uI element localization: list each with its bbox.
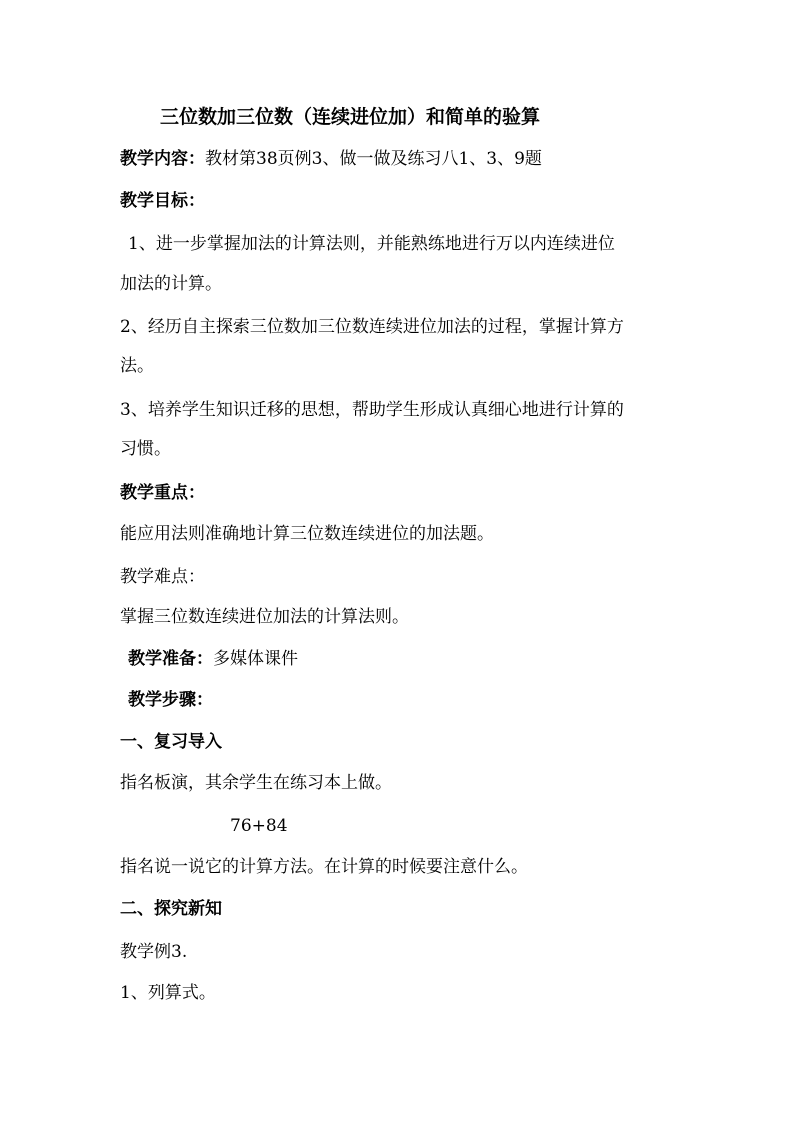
section2-heading: 二、探究新知 [120, 899, 222, 919]
section1-line-1: 指名板演，其余学生在练习本上做。 [120, 773, 392, 793]
objectives-label: 教学目标： [120, 191, 205, 211]
preparation [128, 647, 298, 671]
steps-label: 教学步骤： [128, 690, 213, 710]
teaching-content [120, 147, 542, 171]
objective-line-3: 2、经历自主探索三位数加三位数连续进位加法的过程，掌握计算方 [120, 317, 624, 337]
review-formula: 76+84 [230, 816, 288, 836]
section1-line-2: 指名说一说它的计算方法。在计算的时候要注意什么。 [120, 857, 528, 877]
section1-heading: 一、复习导入 [120, 732, 222, 752]
section2-line-2: 1、列算式。 [120, 983, 216, 1003]
preparation-text: 多媒体课件 [213, 649, 298, 669]
objective-line-2: 加法的计算。 [120, 274, 222, 294]
objective-line-1: 1、进一步掌握加法的计算法则，并能熟练地进行万以内连续进位 [128, 234, 615, 254]
document-title: 三位数加三位数（连续进位加）和简单的验算 [160, 106, 541, 128]
teaching-content-label: 教学内容： [120, 149, 205, 169]
difficulty-label: 教学难点： [120, 567, 205, 587]
key-point-label: 教学重点： [120, 483, 205, 503]
section2-line-1: 教学例3. [120, 942, 188, 962]
objective-line-5: 3、培养学生知识迁移的思想，帮助学生形成认真细心地进行计算的 [120, 400, 624, 420]
objective-line-6: 习惯。 [120, 439, 171, 459]
key-point-text: 能应用法则准确地计算三位数连续进位的加法题。 [120, 524, 494, 544]
objective-line-4: 法。 [120, 356, 154, 376]
difficulty-text: 掌握三位数连续进位加法的计算法则。 [120, 607, 409, 627]
preparation-label: 教学准备： [128, 649, 213, 669]
teaching-content-text: 教材第38页例3、做一做及练习八1、3、9题 [205, 149, 542, 169]
